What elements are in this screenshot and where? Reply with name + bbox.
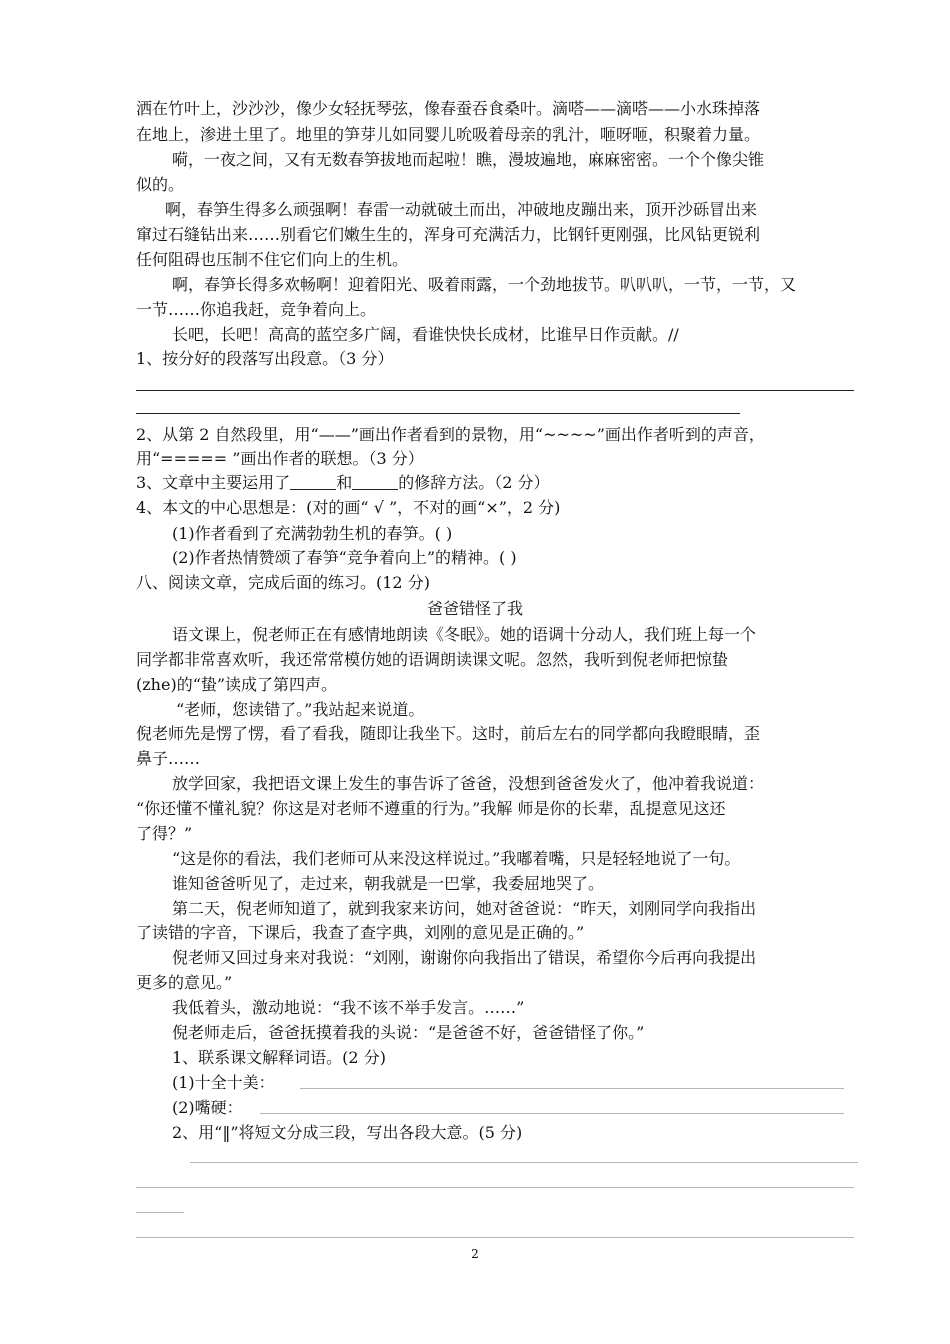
question-2-line-1: 2、从第 2 自然段里，用“——”画出作者看到的景物，用“~~~~”画出作者听到的声音， xyxy=(136,425,765,444)
story-line-1: 语文课上，倪老师正在有感情地朗读《冬眠》。她的语调十分动人，我们班上每一个 xyxy=(172,625,757,644)
question-1: 1、按分好的段落写出段意。（3 分） xyxy=(136,349,394,368)
answer-line-b[interactable] xyxy=(136,1187,854,1188)
question-4: 4、本文的中心思想是：(对的画“ √ ”，不对的画“×”，2 分) xyxy=(136,498,561,517)
word-1-label: (1)十全十美： xyxy=(172,1073,275,1092)
story-line-11: 谁知爸爸听见了，走过来，朝我就是一巴掌，我委屈地哭了。 xyxy=(172,874,605,893)
question-4-option-2: (2)作者热情赞颂了春笋“竞争着向上”的精神。( ) xyxy=(172,548,517,567)
word-1-answer-line[interactable] xyxy=(300,1088,844,1089)
passage1-line-10: 长吧，长吧！高高的蓝空多广阔，看谁快快长成材，比谁早日作贡献。// xyxy=(172,325,679,344)
question-3-prefix: 3、文章中主要运用了 xyxy=(136,473,291,492)
word-2-label: (2)嘴硬： xyxy=(172,1098,243,1117)
blank-rhetoric-2[interactable] xyxy=(352,475,398,490)
question-4-option-1: (1)作者看到了充满勃勃生机的春笋。( ) xyxy=(172,524,453,543)
story-line-8: “你还懂不懂礼貌？你这是对老师不遵重的行为。”我解 师是你的长辈，乱提意见这还 xyxy=(136,799,726,818)
answer-line-c[interactable] xyxy=(136,1212,184,1213)
story-line-15: 更多的意见。” xyxy=(136,973,233,992)
story-line-2: 同学都非常喜欢听，我还常常模仿她的语调朗读课文呢。忽然，我听到倪老师把惊蛰 xyxy=(136,650,729,669)
story-line-17: 倪老师走后，爸爸抚摸着我的头说：“是爸爸不好，爸爸错怪了你。” xyxy=(172,1023,645,1042)
story-line-3: (zhe)的“蛰”读成了第四声。 xyxy=(136,675,338,694)
story-line-13: 了读错的字音，下课后，我查了查字典，刘刚的意见是正确的。” xyxy=(136,923,585,942)
story-line-14: 倪老师又回过身来对我说：“刘刚，谢谢你向我指出了错误，希望你今后再向我提出 xyxy=(172,948,757,967)
section-8-heading: 八、阅读文章，完成后面的练习。(12 分) xyxy=(136,573,430,592)
question-2-line-2: 用“===== ”画出作者的联想。（3 分） xyxy=(136,449,424,468)
passage1-line-1: 洒在竹叶上，沙沙沙，像少女轻抚琴弦，像春蚕吞食桑叶。滴嗒——滴嗒——小水珠掉落 xyxy=(136,99,761,118)
passage1-line-2: 在地上，渗进土里了。地里的笋芽儿如同婴儿吮吸着母亲的乳汁，咂呀咂，积聚着力量。 xyxy=(136,125,761,144)
question-3-suffix: 的修辞方法。（2 分） xyxy=(398,473,550,492)
story-line-12: 第二天，倪老师知道了，就到我家来访问，她对爸爸说：“昨天，刘刚同学向我指出 xyxy=(172,899,757,918)
section-8-question-1: 1、联系课文解释词语。(2 分) xyxy=(172,1048,386,1067)
passage1-line-6: 窜过石缝钻出来……别看它们嫩生生的，浑身可充满活力，比钢钎更刚强，比风钻更锐利 xyxy=(136,225,761,244)
passage1-line-7: 任何阻碍也压制不住它们向上的生机。 xyxy=(136,250,409,269)
passage1-line-3: 嗬，一夜之间，又有无数春笋拔地而起啦！瞧，漫坡遍地，麻麻密密。一个个像尖锥 xyxy=(172,150,765,169)
question-3-and: 和 xyxy=(336,473,353,492)
story-line-10: “这是你的看法，我们老师可从来没这样说过。”我嘟着嘴，只是轻轻地说了一句。 xyxy=(172,849,741,868)
passage1-line-9: 一节……你追我赶，竞争着向上。 xyxy=(136,300,377,319)
answer-line-a[interactable] xyxy=(190,1162,858,1163)
blank-rhetoric-1[interactable] xyxy=(290,475,336,490)
page-number: 2 xyxy=(471,1247,479,1261)
passage1-line-4: 似的。 xyxy=(136,175,185,194)
story-title: 爸爸错怪了我 xyxy=(426,599,523,618)
story-line-4: “老师，您读错了。”我站起来说道。 xyxy=(176,700,425,719)
section-8-question-2: 2、用“‖”将短文分成三段，写出各段大意。(5 分) xyxy=(172,1123,523,1142)
answer-line-d[interactable] xyxy=(136,1237,854,1238)
question-3 xyxy=(136,471,856,495)
word-2-answer-line[interactable] xyxy=(260,1113,844,1114)
story-line-7: 放学回家，我把语文课上发生的事告诉了爸爸，没想到爸爸发火了，他冲着我说道： xyxy=(172,774,765,793)
story-line-6: 鼻子…… xyxy=(136,749,201,768)
story-line-5: 倪老师先是愣了愣，看了看我，随即让我坐下。这时，前后左右的同学都向我瞪眼睛，歪 xyxy=(136,724,761,743)
story-line-9: 了得？” xyxy=(136,824,193,843)
answer-line-1[interactable] xyxy=(136,390,854,391)
passage1-line-8: 啊，春笋长得多欢畅啊！迎着阳光、吸着雨露，一个劲地拔节。叭叭叭，一节，一节，又 xyxy=(172,275,797,294)
answer-line-2[interactable] xyxy=(136,413,740,414)
story-line-16: 我低着头，激动地说：“我不该不举手发言。……” xyxy=(172,998,525,1017)
passage1-line-5: 啊，春笋生得多么顽强啊！春雷一动就破土而出，冲破地皮蹦出来，顶开沙砾冒出来 xyxy=(165,200,758,219)
